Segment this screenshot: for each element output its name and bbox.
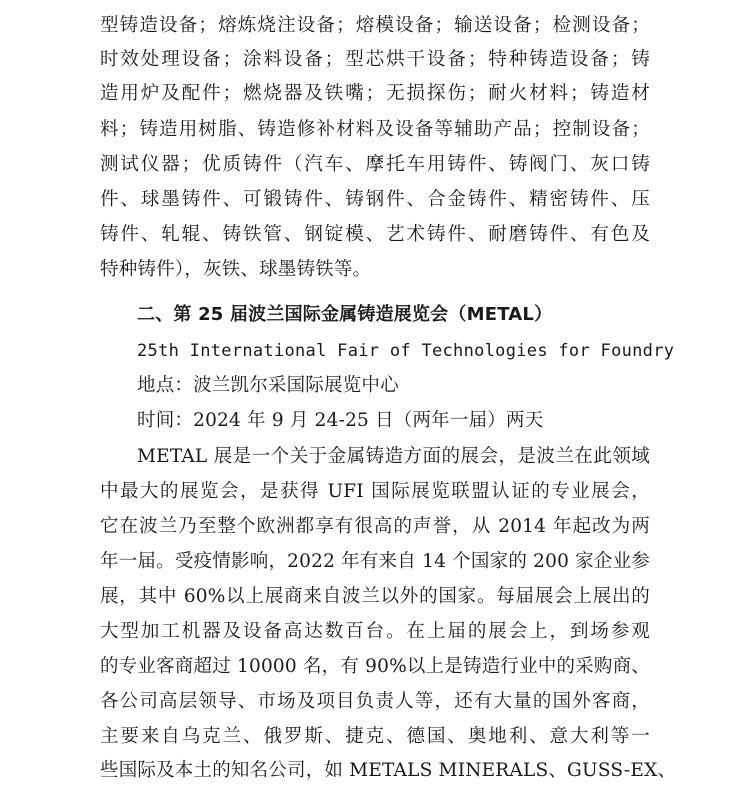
section2-body-line-1: METAL 展是一个关于金属铸造方面的展会，是波兰在此领域 xyxy=(137,446,650,467)
section2-heading: 二、第 25 届波兰国际金属铸造展览会（METAL） xyxy=(137,304,553,325)
section2-body-line-9: 主要来自乌克兰、俄罗斯、捷克、德国、奥地利、意大利等一 xyxy=(100,726,650,747)
section2-body-line-4: 年一届。受疫情影响，2022 年有来自 14 个国家的 200 家企业参 xyxy=(100,551,650,572)
section2-body-line-8: 各公司高层领导、市场及项目负责人等，还有大量的国外客商， xyxy=(100,691,650,712)
paragraph1-line-5: 测试仪器；优质铸件（汽车、摩托车用铸件、铸阀门、灰口铸 xyxy=(100,154,650,175)
paragraph1-line-8: 特种铸件），灰铁、球墨铸铁等。 xyxy=(100,259,372,280)
paragraph1-line-4: 料；铸造用树脂、铸造修补材料及设备等辅助产品；控制设备； xyxy=(100,119,650,140)
paragraph1-line-2: 时效处理设备；涂料设备；型芯烘干设备；特种铸造设备；铸 xyxy=(100,49,650,70)
section2-body-line-10: 些国际及本土的知名公司，如 METALS MINERALS、GUSS-EX、 xyxy=(100,760,677,781)
section2-body-line-2: 中最大的展览会，是获得 UFI 国际展览联盟认证的专业展会， xyxy=(100,481,650,502)
paragraph1-line-3: 造用炉及配件；燃烧器及铁嘴；无损探伤；耐火材料；铸造材 xyxy=(100,83,650,104)
section2-time: 时间：2024 年 9 月 24-25 日（两年一届）两天 xyxy=(137,410,544,431)
section2-english-title: 25th International Fair of Technologies for Foundry xyxy=(137,341,675,361)
paragraph1-line-6: 件、球墨铸件、可锻铸件、铸钢件、合金铸件、精密铸件、压 xyxy=(100,189,650,210)
paragraph1-line-7: 铸件、轧辊、铸铁管、钢锭模、艺术铸件、耐磨铸件、有色及 xyxy=(100,224,650,245)
paragraph1-line-1: 型铸造设备；熔炼烧注设备；熔模设备；输送设备；检测设备； xyxy=(100,15,650,36)
section2-body-line-7: 的专业客商超过 10000 名，有 90%以上是铸造行业中的采购商、 xyxy=(100,656,650,677)
section2-location: 地点：波兰凯尔采国际展览中心 xyxy=(137,375,399,396)
section2-body-line-3: 它在波兰乃至整个欧洲都享有很高的声誉，从 2014 年起改为两 xyxy=(100,516,650,537)
section2-body-line-6: 大型加工机器及设备高达数百台。在上届的展会上，到场参观 xyxy=(100,621,650,642)
section2-body-line-5: 展，其中 60%以上展商来自波兰以外的国家。每届展会上展出的 xyxy=(100,586,650,607)
